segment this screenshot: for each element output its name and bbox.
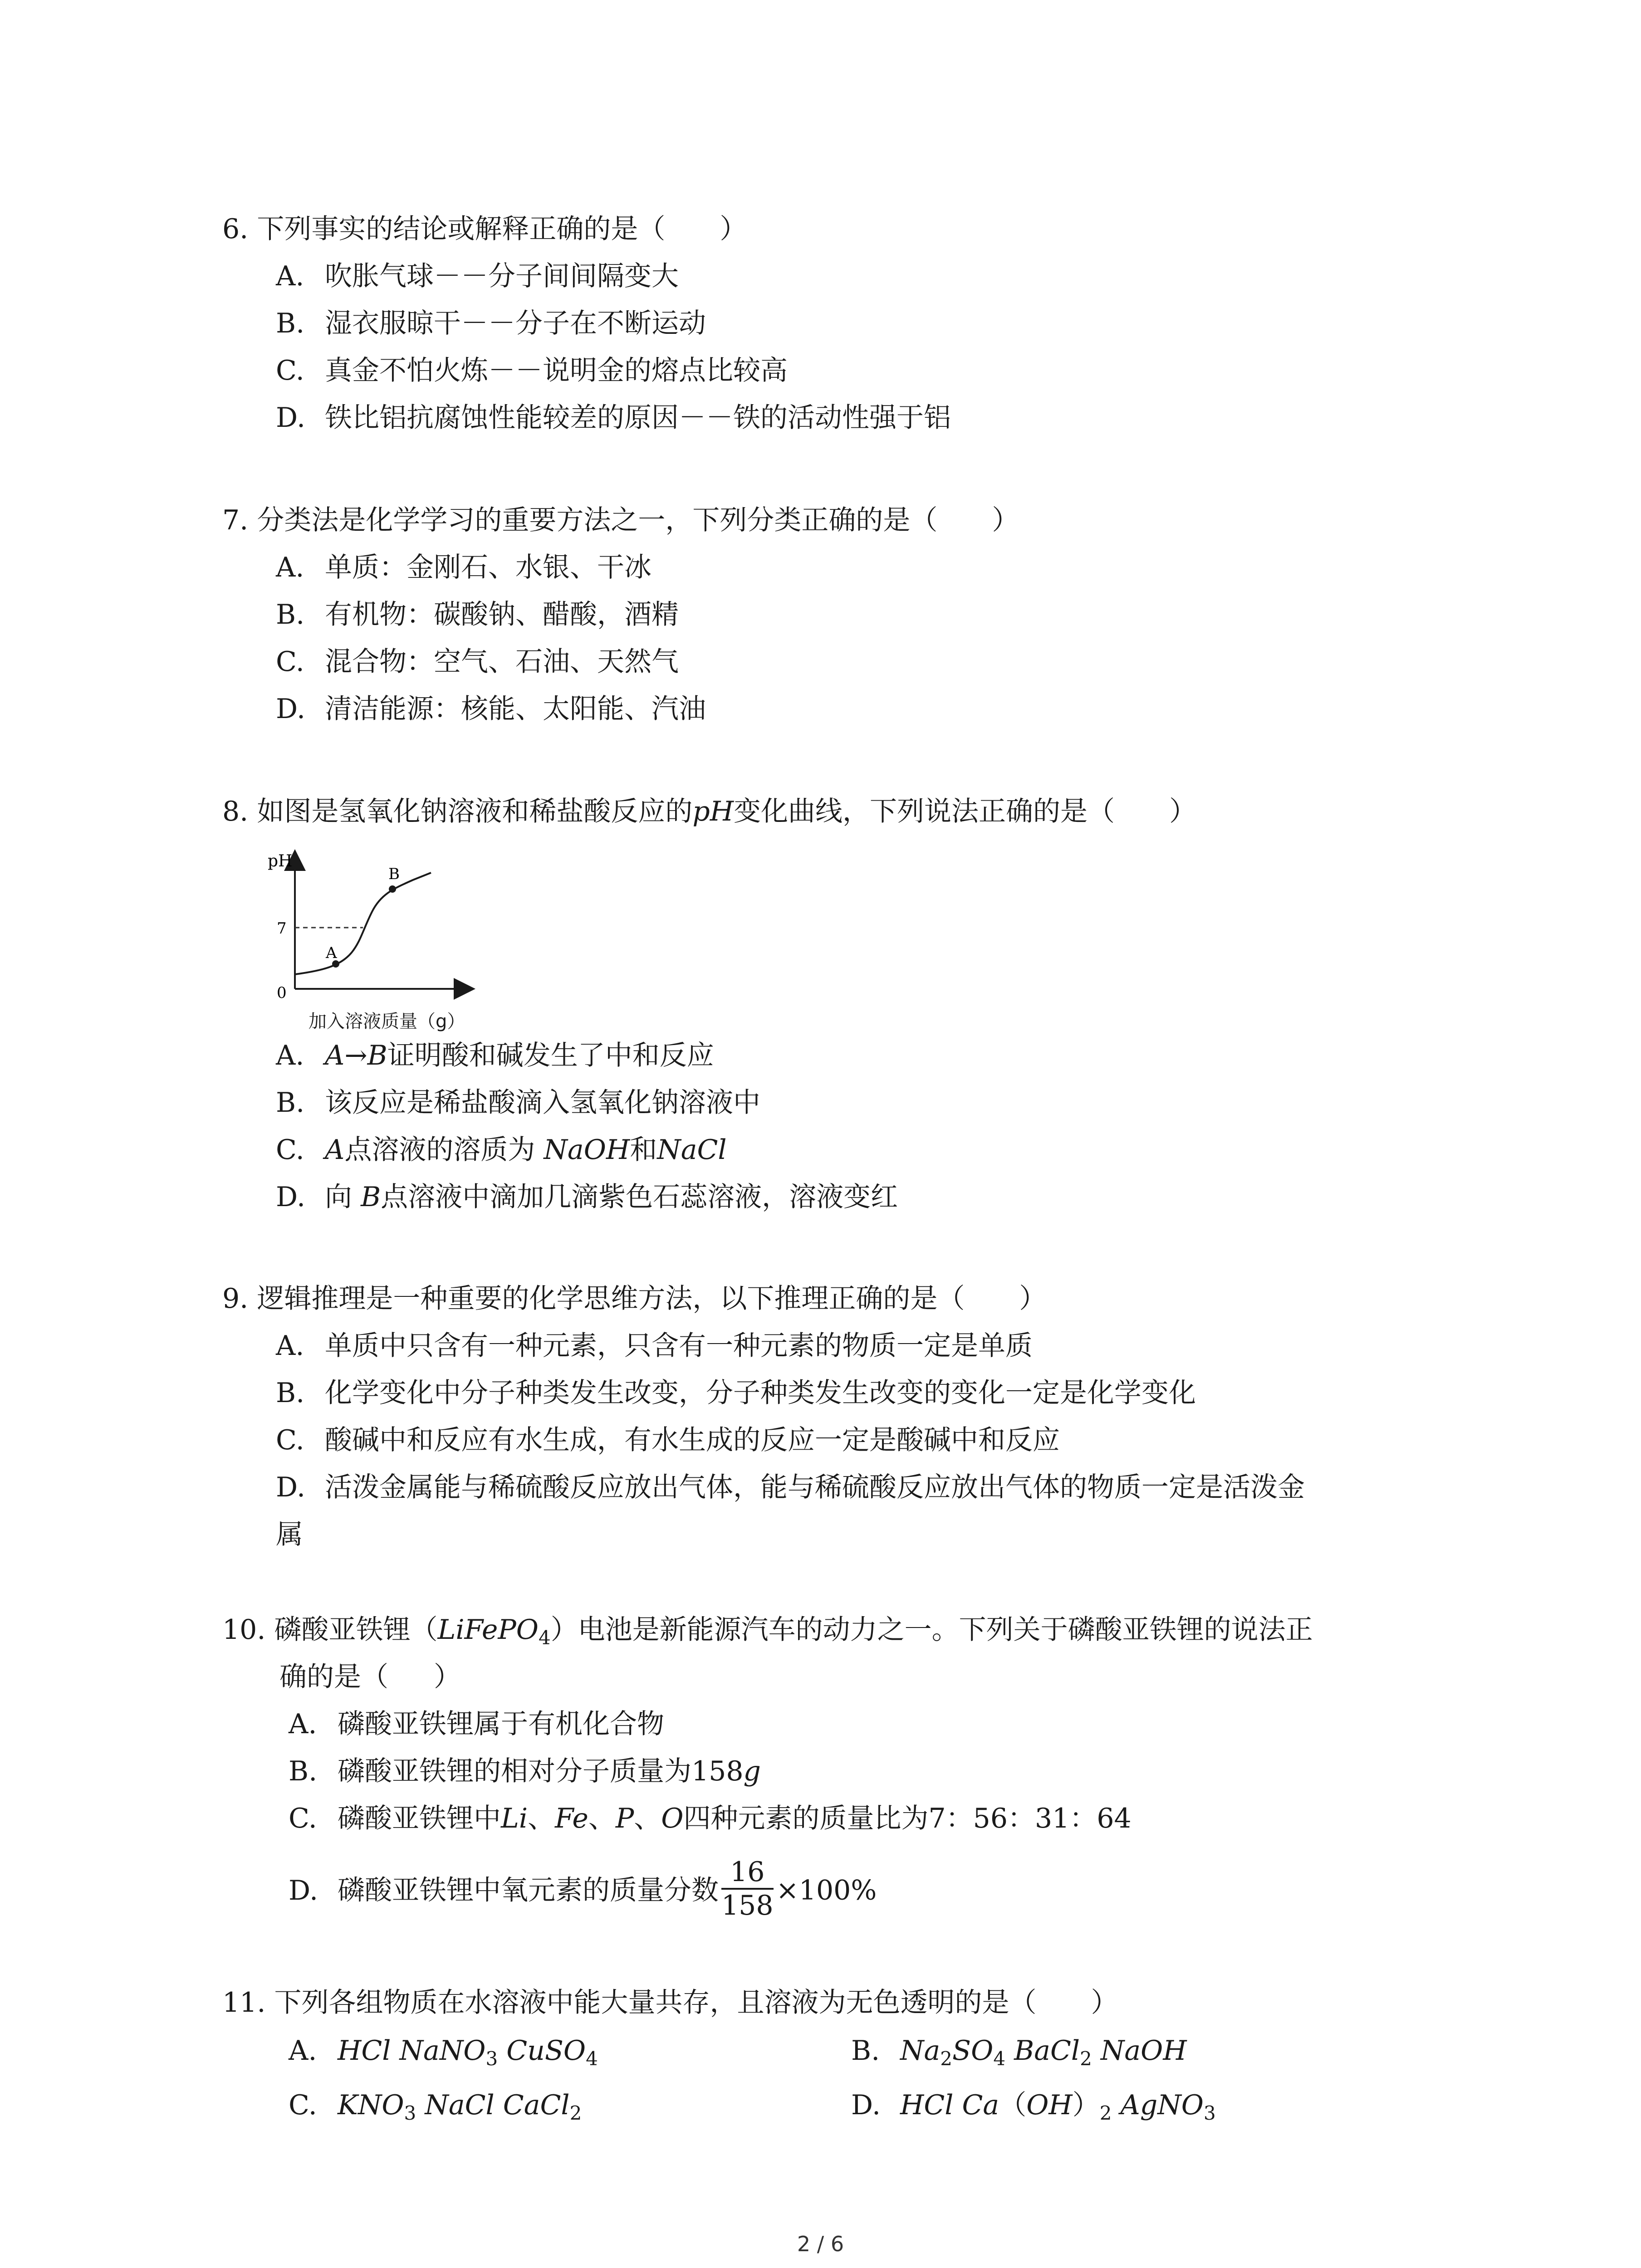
- point-a-label: A: [326, 944, 337, 962]
- point-b-label: B: [388, 865, 400, 883]
- q9-option-a[interactable]: A. 单质中只含有一种元素，只含有一种元素的物质一定是单质: [276, 1330, 1033, 1362]
- q11-option-d[interactable]: D. HCl $Ca(OH)_2$ AgNO$_3$: [851, 2089, 1216, 2124]
- q9-option-d[interactable]: D. 活泼金属能与稀硫酸反应放出气体，能与稀硫酸反应放出气体的物质一定是活泼金: [276, 1471, 1305, 1503]
- q8-option-c[interactable]: C. A点溶液的溶质为 NaOH和NaCl: [276, 1134, 727, 1166]
- mass-fraction: $\frac{16}{158}$: [721, 1856, 774, 1921]
- q11-option-a[interactable]: A. HCl NaNO$_3$ CuSO$_4$: [289, 2035, 598, 2070]
- point-b-dot: [389, 885, 396, 893]
- page-number: 2 / 6: [797, 2232, 844, 2256]
- q7-stem: 7. 分类法是化学学习的重要方法之一，下列分类正确的是（ ）: [222, 504, 1019, 536]
- q10-option-c[interactable]: C. 磷酸亚铁锂中Li、Fe、P、O四种元素的质量比为7：56：31：64: [289, 1803, 1132, 1834]
- q7-option-b[interactable]: B. 有机物：碳酸钠、醋酸，酒精: [276, 599, 679, 631]
- q8-option-d[interactable]: D. 向 B点溶液中滴加几滴紫色石蕊溶液，溶液变红: [276, 1181, 898, 1213]
- ph-curve-figure: [259, 844, 513, 1034]
- q9-option-b[interactable]: B. 化学变化中分子种类发生改变，分子种类发生改变的变化一定是化学变化: [276, 1377, 1196, 1409]
- q6-option-c[interactable]: C. 真金不怕火炼－－说明金的熔点比较高: [276, 355, 788, 386]
- q6-option-b[interactable]: B. 湿衣服晾干－－分子在不断运动: [276, 308, 706, 339]
- y-axis-label: pH: [268, 852, 293, 870]
- q8-option-b[interactable]: B. 该反应是稀盐酸滴入氢氧化钠溶液中: [276, 1087, 760, 1119]
- ph-curve-svg: [259, 844, 513, 1034]
- q7-option-d[interactable]: D. 清洁能源：核能、太阳能、汽油: [276, 693, 706, 725]
- q6-stem: 6. 下列事实的结论或解释正确的是（ ）: [222, 213, 747, 245]
- q11-option-b[interactable]: B. $Na_2SO_4$ BaCl$_2$ NaOH: [851, 2035, 1187, 2070]
- q9-option-d-continuation: 属: [276, 1519, 303, 1550]
- q8-stem: 8. 如图是氢氧化钠溶液和稀盐酸反应的pH变化曲线，下列说法正确的是（ ）: [222, 796, 1197, 827]
- q6-option-a[interactable]: A. 吹胀气球－－分子间间隔变大: [276, 260, 679, 292]
- x-axis-label: 加入溶液质量（g）: [309, 1011, 465, 1032]
- q8-option-a[interactable]: A. A→B证明酸和碱发生了中和反应: [276, 1040, 714, 1071]
- q7-option-a[interactable]: A. 单质：金刚石、水银、干冰: [276, 552, 652, 583]
- tick-7: 7: [277, 919, 287, 938]
- q6-option-d[interactable]: D. 铁比铝抗腐蚀性能较差的原因－－铁的活动性强于铝: [276, 402, 951, 434]
- q7-option-c[interactable]: C. 混合物：空气、石油、天然气: [276, 646, 679, 678]
- q10-option-a[interactable]: A. 磷酸亚铁锂属于有机化合物: [289, 1708, 664, 1740]
- q10-option-b[interactable]: B. 磷酸亚铁锂的相对分子质量为158g: [289, 1755, 761, 1787]
- q11-option-c[interactable]: C. $KNO_3$ NaCl CaCl$_2$: [289, 2089, 582, 2124]
- q10-stem: 10. 磷酸亚铁锂（LiFePO$_4$）电池是新能源汽车的动力之一。下列关于磷酸亚铁锂的说法正: [222, 1614, 1313, 1649]
- q10-option-d[interactable]: D. 磷酸亚铁锂中氧元素的质量分数 $\frac{16}{158}$ ×100%: [289, 1856, 877, 1921]
- q9-stem: 9. 逻辑推理是一种重要的化学思维方法，以下推理正确的是（ ）: [222, 1283, 1047, 1315]
- q9-option-c[interactable]: C. 酸碱中和反应有水生成，有水生成的反应一定是酸碱中和反应: [276, 1424, 1060, 1456]
- q11-stem: 11. 下列各组物质在水溶液中能大量共存，且溶液为无色透明的是（ ）: [222, 1987, 1118, 2019]
- tick-0: 0: [277, 984, 287, 1002]
- ph-curve: [295, 873, 431, 974]
- q10-stem-continuation: 确的是（ ）: [279, 1661, 461, 1693]
